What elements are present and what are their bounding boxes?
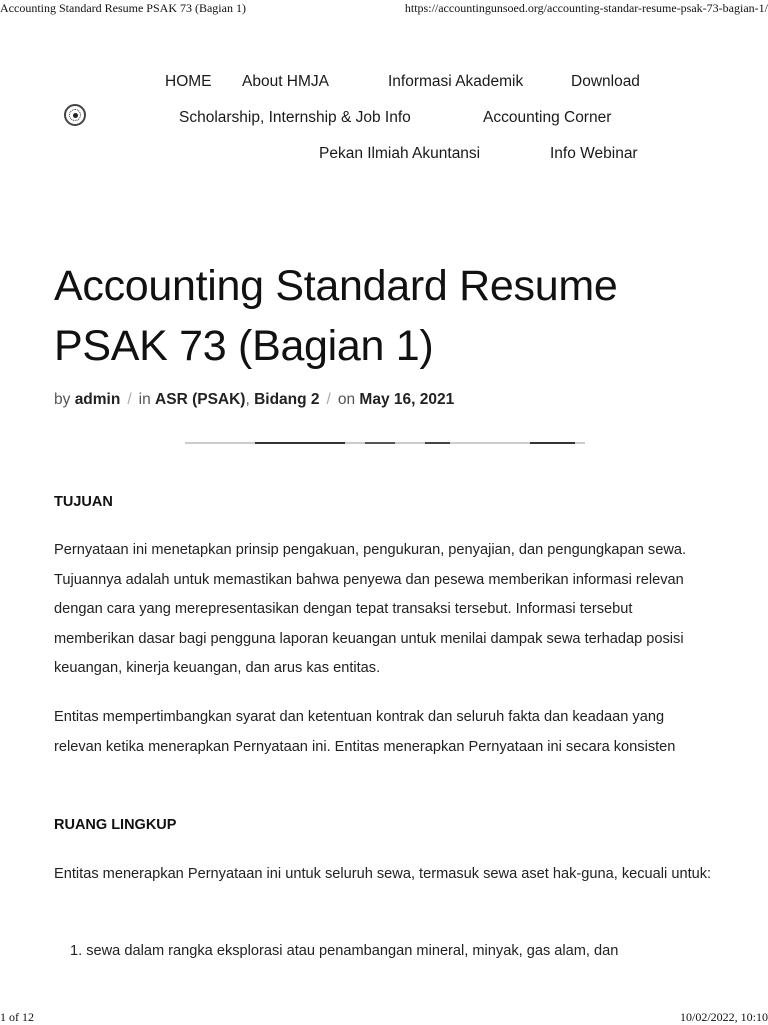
section-heading-ruang-lingkup: RUANG LINGKUP (54, 817, 177, 833)
post-meta (54, 391, 454, 409)
post-title: Accounting Standard Resume PSAK 73 (Bagian 1) (54, 262, 618, 370)
list-item-text: sewa dalam rangka eksplorasi atau penambangan mineral, minyak, gas alam, dan (86, 943, 619, 959)
print-header-url: https://accountingunsoed.org/accounting-standar-resume-psak-73-bagian-1/ (404, 1, 768, 15)
featured-image (185, 441, 585, 445)
list-item-number: 1. (70, 943, 83, 959)
meta-in-label: in (138, 391, 151, 408)
site-logo[interactable] (64, 104, 86, 126)
meta-separator: / (127, 391, 132, 408)
nav-download[interactable]: Download (571, 73, 640, 90)
paragraph-ruang-lingkup-1: Entitas menerapkan Pernyataan ini untuk seluruh sewa, termasuk sewa aset hak-guna, kecuali untuk: (54, 866, 712, 882)
paragraph-tujuan-1: Pernyataan ini menetapkan prinsip pengakuan, pengukuran, penyajian, dan pengungkapan sewa. Tujuannya adalah untuk memastikan bahwa penyewa dan pesewa memberikan informasi relevan dengan cara yang merepresentasikan dengan tepat transaksi tersebut. Informasi tersebut memberikan dasar bagi pengguna laporan keuangan untuk menilai dampak sewa terhadap posisi keuangan, kinerja keuangan, dan arus kas entitas. (54, 542, 687, 676)
meta-separator: / (326, 391, 331, 408)
paragraph-tujuan-2: Entitas mempertimbangkan syarat dan ketentuan kontrak dan seluruh fakta dan keadaan yang relevan ketika menerapkan Pernyataan ini. Entitas menerapkan Pernyataan ini secara konsisten (54, 709, 676, 755)
meta-by-label: by (54, 391, 71, 408)
print-footer (0, 1008, 768, 1024)
nav-scholarship[interactable]: Scholarship, Internship & Job Info (179, 109, 411, 126)
meta-on-label: on (337, 391, 356, 408)
logo-emblem-icon (69, 109, 81, 121)
meta-category-link[interactable]: Bidang 2 (254, 391, 320, 408)
nav-about-hmja[interactable]: About HMJA (242, 73, 330, 90)
print-header-title: Accounting Standard Resume PSAK 73 (Bagian 1) (0, 1, 246, 15)
print-header (0, 0, 768, 16)
meta-category-link[interactable]: ASR (PSAK) (155, 391, 246, 408)
meta-author-link[interactable]: admin (74, 391, 121, 408)
section-heading-tujuan: TUJUAN (54, 494, 113, 510)
print-footer-page: 1 of 12 (0, 1010, 34, 1024)
nav-info-webinar[interactable]: Info Webinar (550, 145, 638, 162)
nav-accounting-corner[interactable]: Accounting Corner (483, 109, 612, 126)
list-item (70, 937, 720, 967)
nav-pekan-ilmiah[interactable]: Pekan Ilmiah Akuntansi (319, 145, 481, 162)
print-footer-datetime: 10/02/2022, 10:10 (679, 1010, 768, 1024)
meta-comma: , (245, 391, 250, 408)
nav-informasi-akademik[interactable]: Informasi Akademik (388, 73, 524, 90)
meta-date: May 16, 2021 (359, 391, 455, 408)
nav-home[interactable]: HOME (165, 73, 212, 90)
